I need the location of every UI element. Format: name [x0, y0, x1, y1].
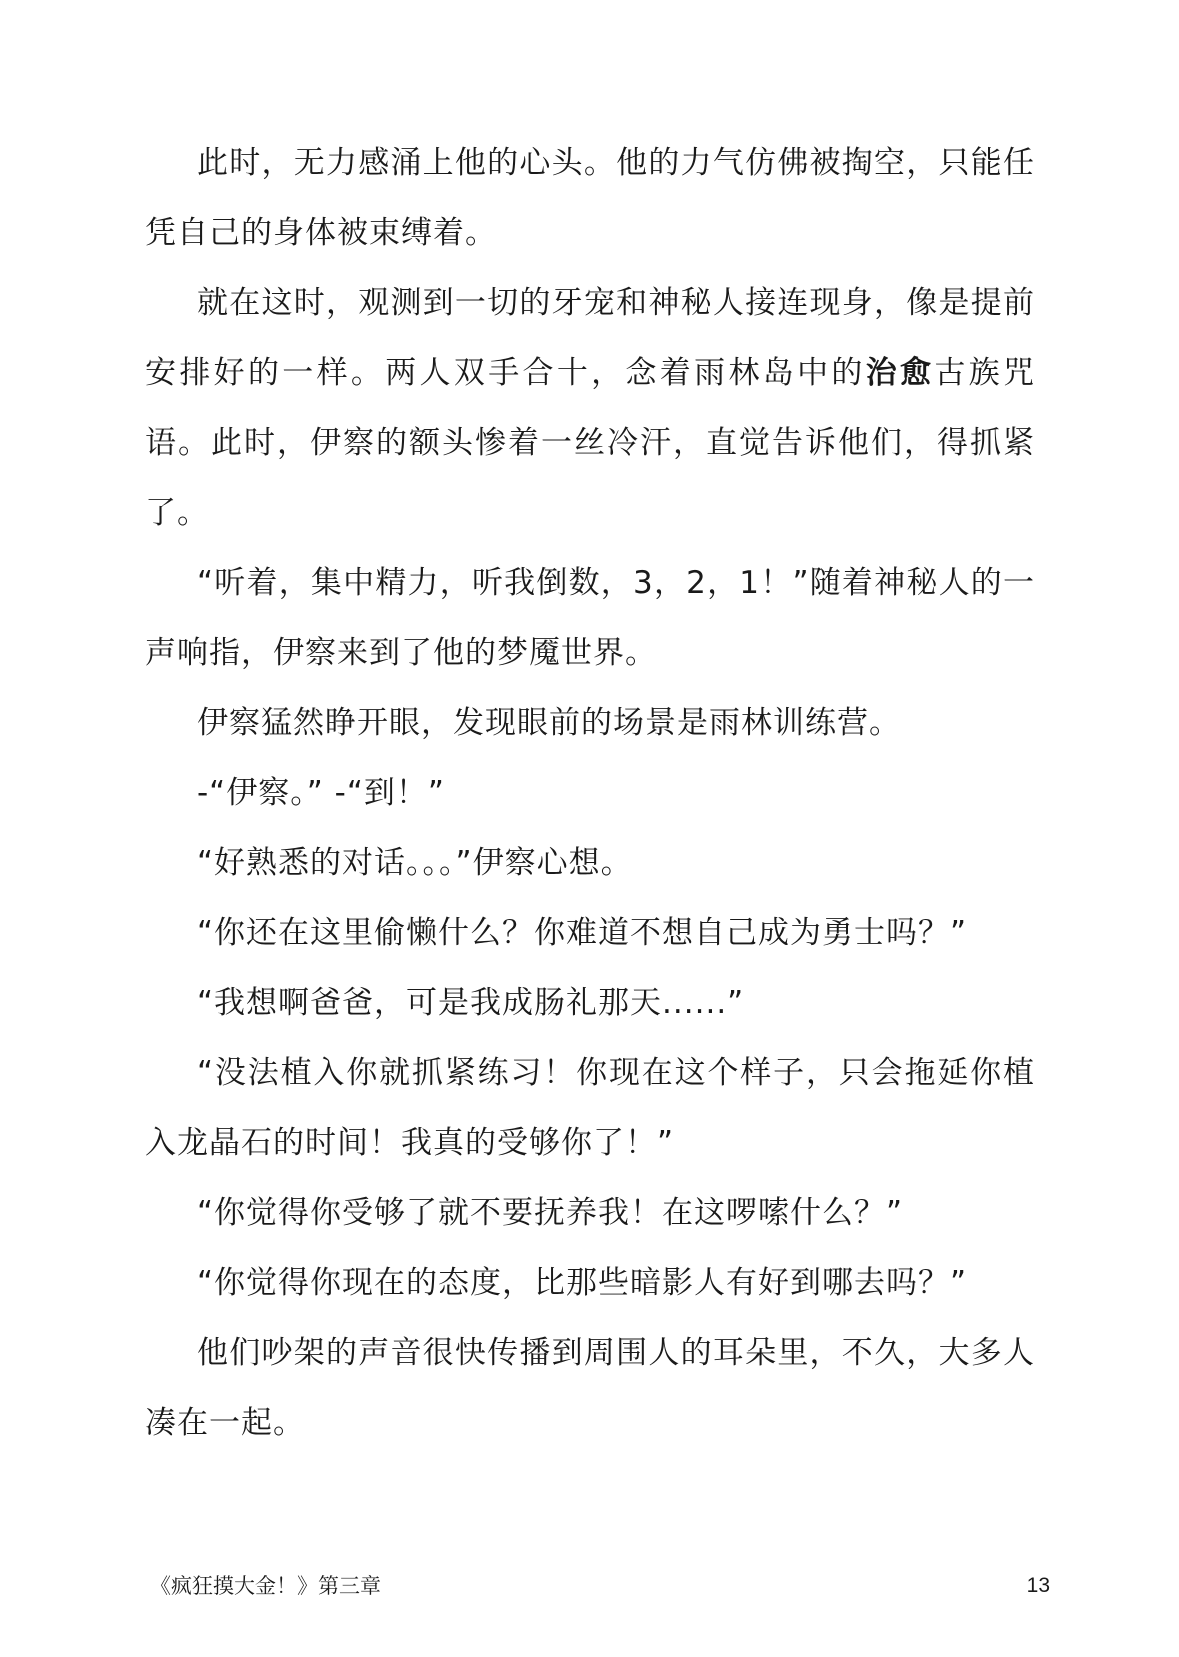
paragraph: “好熟悉的对话。。。”伊察心想。 [197, 845, 633, 881]
paragraph: 他们吵架的声音很快传播到周围人的耳朵里，不久，大多人凑在一起。 [145, 1335, 1035, 1441]
paragraph: “我想啊爸爸，可是我成肠礼那天......” [197, 985, 745, 1021]
paragraph: 此时，无力感涌上他的心头。他的力气仿佛被掏空，只能任凭自己的身体被束缚着。 [145, 145, 1035, 251]
paragraph: “听着，集中精力，听我倒数，3，2，1！”随着神秘人的一声响指，伊察来到了他的梦魇世界。 [145, 565, 1035, 671]
footer-book-chapter: 《疯狂摸大金！》第三章 [150, 1574, 381, 1598]
paragraph-text: 就在这时，观测到一切的牙宠和神秘人接连现身，像是提前安排好的一样。两人双手合十，念着雨林岛中的 [145, 285, 1035, 391]
bold-term: 治愈 [865, 355, 935, 391]
paragraph: -“伊察。” -“到！” [197, 775, 445, 811]
page-footer [150, 1571, 1050, 1601]
paragraph-text: 古族咒语。此时，伊察的额头惨着一丝冷汗，直觉告诉他们，得抓紧了。 [145, 355, 1035, 531]
paragraph: 伊察猛然睁开眼，发现眼前的场景是雨林训练营。 [197, 705, 901, 741]
chapter-body [145, 128, 1035, 1458]
paragraph: “没法植入你就抓紧练习！你现在这个样子，只会拖延你植入龙晶石的时间！我真的受够你了！” [145, 1055, 1035, 1161]
paragraph [145, 268, 1035, 548]
paragraph: “你还在这里偷懒什么？你难道不想自己成为勇士吗？” [197, 915, 968, 951]
page-number: 13 [1026, 1574, 1050, 1597]
paragraph: “你觉得你受够了就不要抚养我！在这啰嗦什么？” [197, 1195, 904, 1231]
paragraph: “你觉得你现在的态度，比那些暗影人有好到哪去吗？” [197, 1265, 968, 1301]
